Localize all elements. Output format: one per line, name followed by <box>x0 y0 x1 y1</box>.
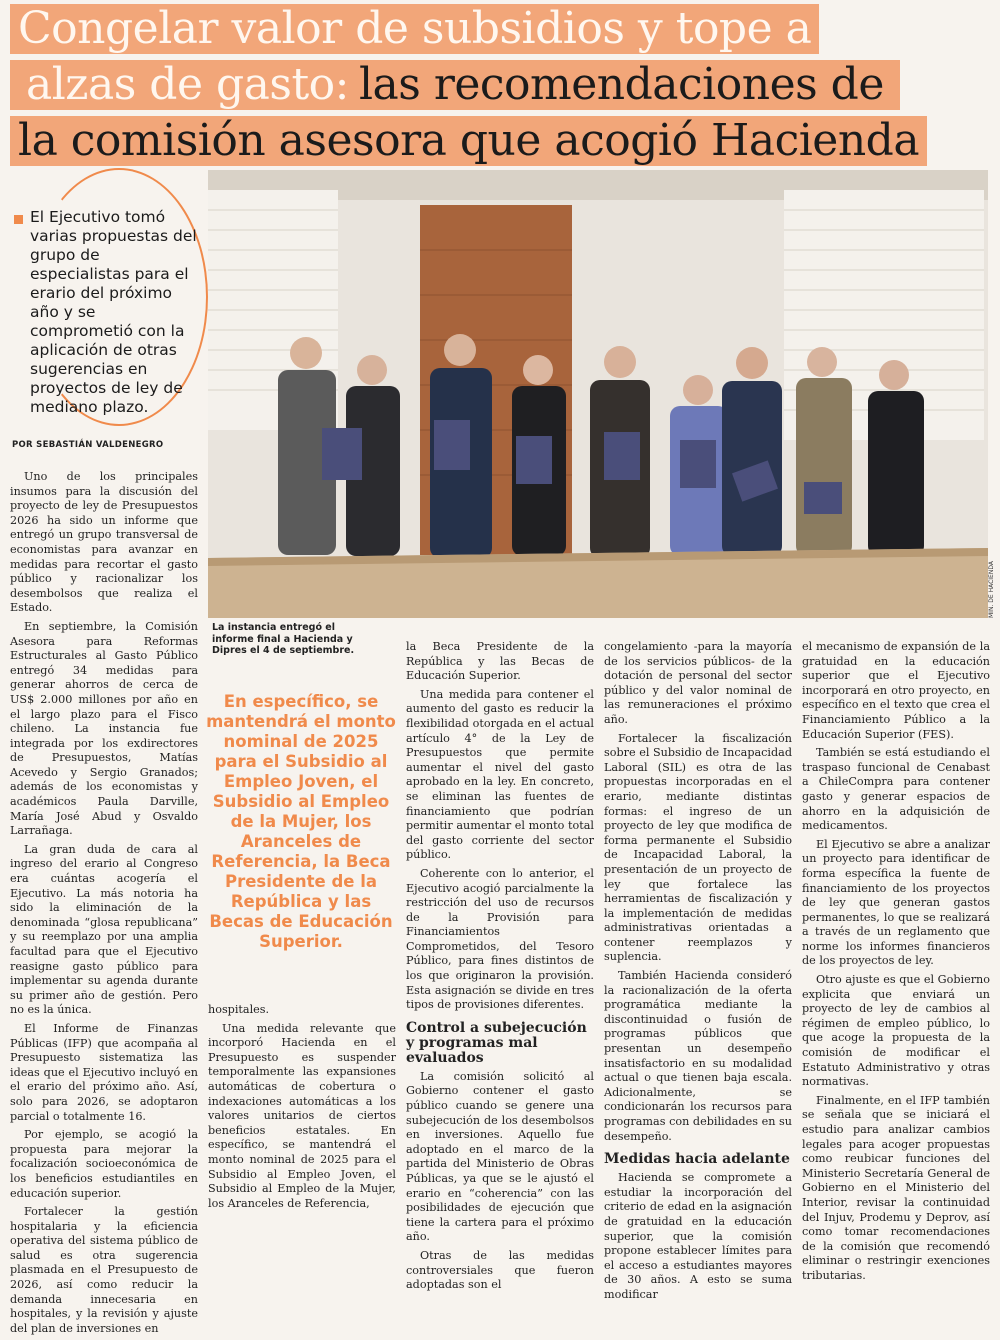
paragraph: El Ejecutivo se abre a analizar un proyecto para identificar de forma específica la fuente de financiamiento de los proyectos de ley que generan gastos permanentes, lo que se realizará a través de un reglamento que norme los informes financieros de los proyectos de ley. <box>802 837 990 968</box>
pull-quote: En específico, se mantendrá el monto nominal de 2025 para el Subsidio al Empleo Joven, el Subsidio al Empleo de la Mujer, los Aranceles de Referencia, la Beca Presidente de la República y las Becas de Educación Superior. <box>206 692 396 951</box>
group-photo-illustration <box>208 170 988 618</box>
headline-line-2: alzas de gasto: las recomendaciones de <box>10 60 900 110</box>
headline-line-1: Congelar valor de subsidios y tope a <box>10 4 819 54</box>
paragraph: Por ejemplo, se acogió la propuesta para mejorar la focalización socioeconómica de los beneficios estudiantiles en educación superior. <box>10 1128 198 1200</box>
paragraph: Fortalecer la fiscalización sobre el Subsidio de Incapacidad Laboral (SIL) es otra de las propuestas incorporadas en el erario, mediante distintas formas: el ingreso de un proyecto de ley que modifica de forma permanente el Subsidio de Incapacidad Laboral, la presentación de un proyecto de ley que fortalece las herramientas de fiscalización y la implementación de medidas administrativas orientadas a contener reemplazos y suplencia. <box>604 731 792 964</box>
paragraph: La gran duda de cara al ingreso del erario al Congreso era cuántas acogería el Ejecutivo. La más notoria ha sido la eliminación de la denominada “glosa republicana” y su reemplazo por una amplia facultad para que el Ejecutivo reasigne gasto público para implementar su agenda durante su primer año de gestión. Pero no es la única. <box>10 842 198 1017</box>
paragraph: Uno de los principales insumos para la discusión del proyecto de ley de Presupuestos 2026 ha sido un informe que entregó un grupo transversal de economistas para avanzar en medidas para recortar el gasto público y racionalizar los desembolsos que realiza el Estado. <box>10 470 198 615</box>
paragraph: Otras de las medidas controversiales que fueron adoptadas son el <box>406 1248 594 1292</box>
lead-text: El Ejecutivo tomó varias propuestas del grupo de especialistas para el erario del próximo año y se comprometió con la aplicación de otras sugerencias en proyectos de ley de mediano plazo. <box>30 208 197 416</box>
headline <box>10 4 990 172</box>
byline: POR SEBASTIÁN VALDENEGRO <box>12 440 164 450</box>
column-2 <box>208 1003 396 1215</box>
paragraph: También se está estudiando el traspaso funcional de Cenabast a ChileCompra para contener gasto y generar espacios de ahorro en la adquisición de medicamentos. <box>802 746 990 833</box>
photo-caption: La instancia entregó el informe final a Hacienda y Dipres el 4 de septiembre. <box>212 622 355 656</box>
paragraph: hospitales. <box>208 1003 270 1016</box>
column-1 <box>10 470 198 1340</box>
paragraph: Coherente con lo anterior, el Ejecutivo acogió parcialmente la restricción del uso de recursos de la Provisión para Financiamientos Comprometidos, del Tesoro Público, para fines distintos de los que originaron la provisión. Esta asignación se divide en tres tipos de provisiones diferentes. <box>406 866 594 1012</box>
subheading-medidas: Medidas hacia adelante <box>604 1151 790 1168</box>
paragraph: Finalmente, en el IFP también se señala que se iniciará el estudio para analizar cambios legales para acoger propuestas como reubicar funciones del Ministerio Secretaría General de Gobierno en el Ministerio del Interior, revisar la continuidad del Injuv, Prodemu y Deprov, así como tomar recomendaciones de la comisión que recomendó eliminar o restringir exenciones tributarias. <box>802 1093 990 1282</box>
photo-credit: MIN. DE HACIENDA <box>988 561 995 618</box>
headline-line-3: la comisión asesora que acogió Hacienda <box>10 116 927 166</box>
subheading-control: Control a subejecución y programas mal evaluados <box>406 1019 587 1066</box>
paragraph: el mecanismo de expansión de la gratuidad en la educación superior que el Ejecutivo incorporará en otro proyecto, en específico en el texto que crea el Financiamiento Público a la Educación Superior (FES). <box>802 640 990 741</box>
column-5 <box>802 640 990 1288</box>
paragraph: Fortalecer la gestión hospitalaria y la eficiencia operativa del sistema público de salud es otra sugerencia plasmada en el Presupuesto de 2026, así como reducir la demanda innecesaria en hospitales, y la revisión y ajuste del plan de inversiones en <box>10 1205 198 1335</box>
paragraph: También Hacienda consideró la racionalización de la oferta programática mediante la discontinuidad o fusión de programas públicos que presentan un desempeño insatisfactorio en su modalidad actual o que tienen baja escala. Adicionalmente, se condicionarán los recursos para programas con debilidades en su desempeño. <box>604 969 792 1143</box>
photo <box>208 170 988 618</box>
paragraph: congelamiento -para la mayoría de los servicios públicos- de la dotación de personal del sector público y del valor nominal de las remuneraciones el próximo año. <box>604 640 792 726</box>
square-bullet-icon <box>14 215 23 224</box>
paragraph: La comisión solicitó al Gobierno contener el gasto público cuando se genere una subejecución de los desembolsos en inversiones. Aquello fue adoptado en el marco de la partida del Ministerio de Obras Públicas, ya que se le ajustó el erario en “coherencia” con las posibilidades de ejecución que tiene la cartera para el próximo año. <box>406 1069 594 1244</box>
paragraph: Hacienda se compromete a estudiar la incorporación del criterio de edad en la asignación de gratuidad en la educación superior, que la comisión propone establecer límites para el acceso a estudiantes mayores de 30 años. A esto se suma modificar <box>604 1171 792 1301</box>
paragraph: El Informe de Finanzas Públicas (IFP) que acompaña al Presupuesto sistematiza las ideas que el Ejecutivo incluyó en el erario del próximo año. Así, solo para 2026, se adoptaron parcial o totalmente 16. <box>10 1021 198 1123</box>
paragraph: Otro ajuste es que el Gobierno explicita que enviará un proyecto de ley de cambios al régimen de empleo público, lo que acoge la propuesta de la comisión de modificar el Estatuto Administrativo y otras normativas. <box>802 973 990 1089</box>
column-4 <box>604 640 792 1307</box>
paragraph: la Beca Presidente de la República y las Becas de Educación Superior. <box>406 640 594 683</box>
paragraph: Una medida para contener el aumento del gasto es reducir la flexibilidad otorgada en el actual artículo 4° de la Ley de Presupuestos que permite aumentar el nivel del gasto aprobado en la ley. En concreto, se eliminan las fuentes de financiamiento que podrían permitir aumentar el monto total del gasto corriente del sector público. <box>406 687 594 862</box>
lead <box>12 208 202 417</box>
paragraph: Una medida relevante que incorporó Hacienda en el Presupuesto es suspender temporalmente las expansiones automáticas de cobertura o indexaciones automáticas a los valores unitarios de ciertos beneficios estatales. En específico, se mantendrá el monto nominal de 2025 para el Subsidio al Empleo Joven, el Subsidio al Empleo de la Mujer, los Aranceles de Referencia, <box>208 1021 396 1210</box>
column-3 <box>406 640 594 1297</box>
paragraph: En septiembre, la Comisión Asesora para Reformas Estructurales al Gasto Público entregó 34 medidas para generar ahorros de cerca de US$ 2.000 millones por año en el largo plazo para el Fisco chileno. La instancia fue integrada por los exdirectores de Presupuestos, Matías Acevedo y Sergio Granados; además de los economistas y académicos Paula Darville, María José Abud y Osvaldo Larrañaga. <box>10 619 198 838</box>
